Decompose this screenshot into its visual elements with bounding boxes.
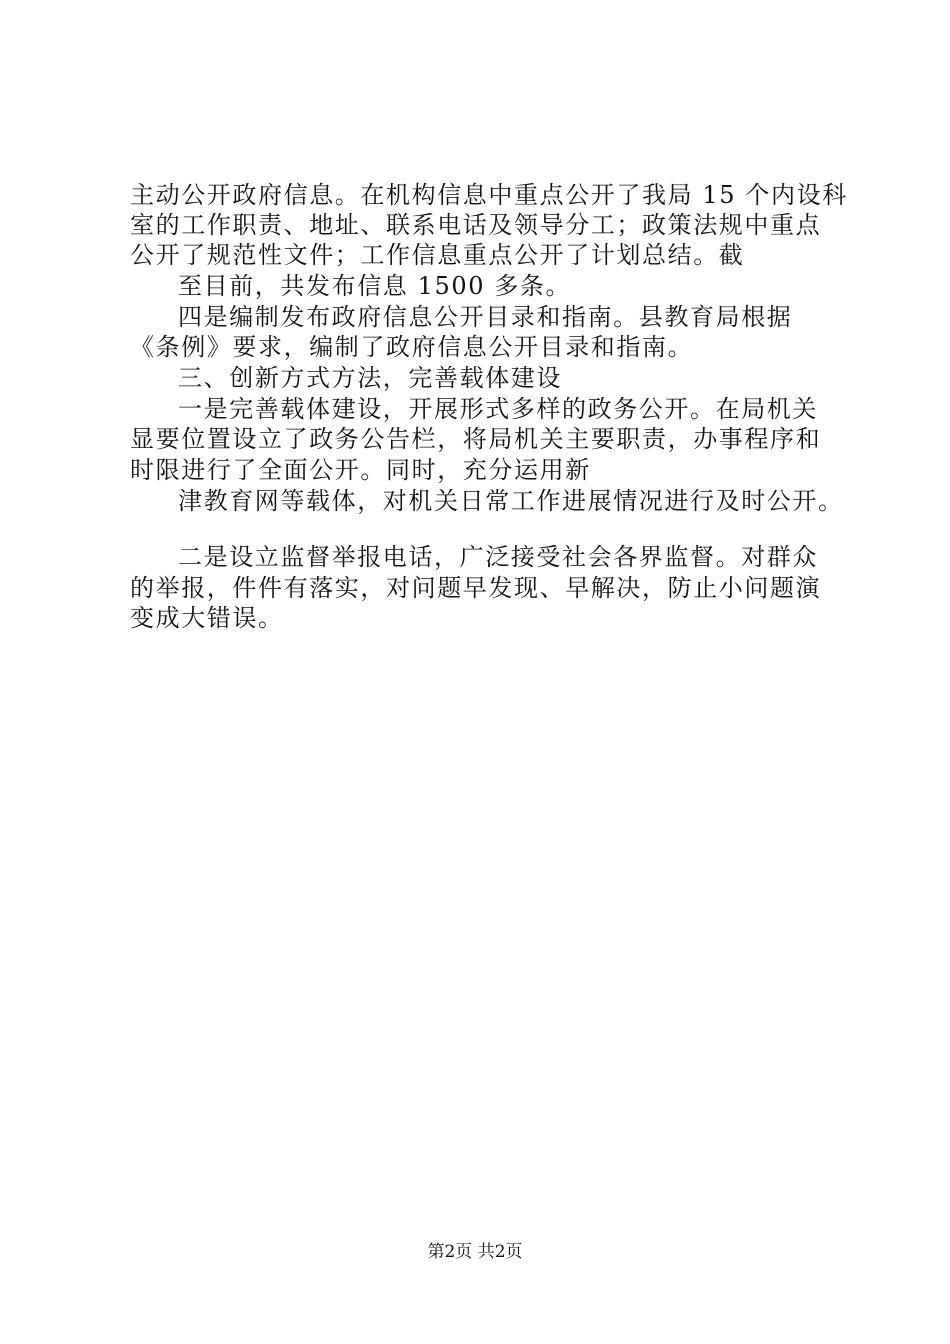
page-footer: 第2页 共2页 xyxy=(427,1242,523,1262)
paragraph-line: 一是完善载体建设，开展形式多样的政务公开。在局机关 xyxy=(178,395,818,423)
paragraph-line: 四是编制发布政府信息公开目录和指南。县教育局根据 xyxy=(178,303,793,331)
paragraph-line: 显要位置设立了政务公告栏，将局机关主要职责，办事程序和 xyxy=(130,425,822,453)
paragraph-line: 主动公开政府信息。在机构信息中重点公开了我局 15 个内设科 xyxy=(130,181,848,209)
paragraph-line: 津教育网等载体，对机关日常工作进展情况进行及时公开。 xyxy=(178,487,844,515)
paragraph-line: 《条例》要求，编制了政府信息公开目录和指南。 xyxy=(130,333,694,361)
paragraph-line: 室的工作职责、地址、联系电话及领导分工；政策法规中重点 xyxy=(130,211,822,239)
paragraph-line: 变成大错误。 xyxy=(130,604,284,632)
paragraph-line: 时限进行了全面公开。同时，充分运用新 xyxy=(130,456,591,484)
paragraph-line: 至目前，共发布信息 1500 多条。 xyxy=(178,272,572,300)
paragraph-line: 二是设立监督举报电话，广泛接受社会各界监督。对群众 xyxy=(178,543,818,571)
section-heading: 三、创新方式方法，完善载体建设 xyxy=(178,364,562,392)
paragraph-line: 公开了规范性文件；工作信息重点公开了计划总结。截 xyxy=(130,241,745,269)
paragraph-line: 的举报，件件有落实，对问题早发现、早解决，防止小问题演 xyxy=(130,574,822,602)
